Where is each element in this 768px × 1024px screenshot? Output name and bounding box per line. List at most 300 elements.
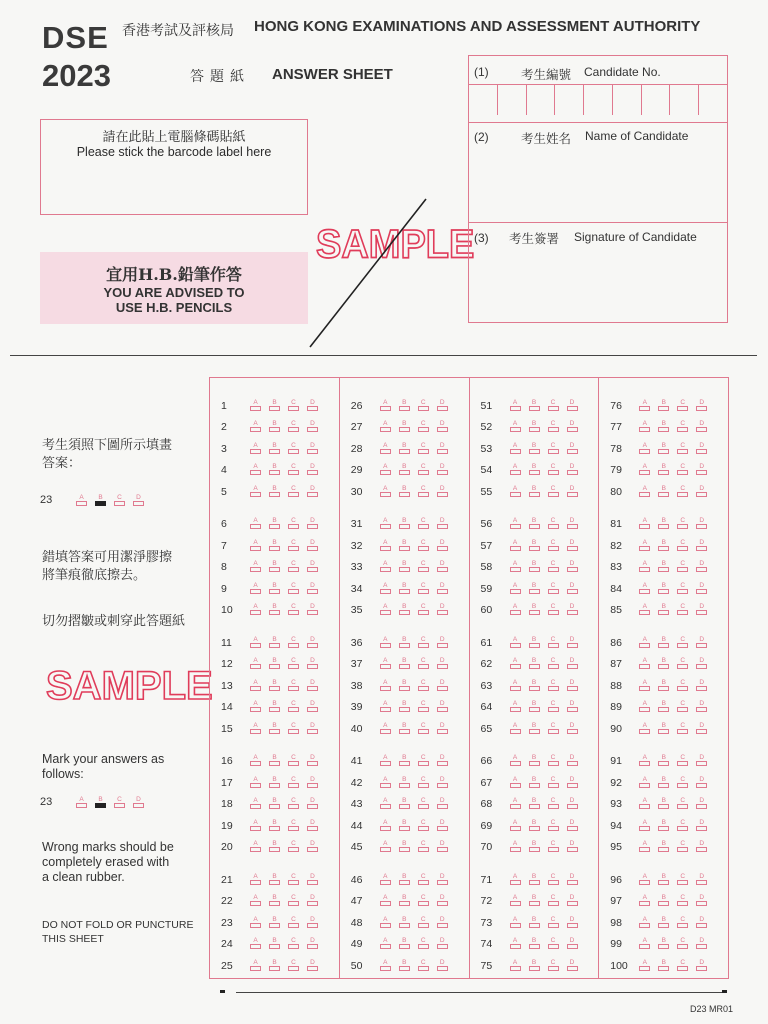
bubble-d[interactable]	[692, 916, 711, 929]
bubble-d[interactable]	[303, 916, 322, 929]
bubble-a[interactable]	[376, 420, 395, 433]
bubble-b[interactable]	[654, 636, 673, 649]
bubble-b[interactable]	[525, 582, 544, 595]
bubble-d[interactable]	[433, 722, 452, 735]
bubble-b[interactable]	[525, 959, 544, 972]
bubble-b[interactable]	[395, 657, 414, 670]
bubble-b[interactable]	[395, 840, 414, 853]
bubble-b[interactable]	[654, 679, 673, 692]
bubble-d[interactable]	[563, 894, 582, 907]
bubble-a[interactable]	[246, 959, 265, 972]
bubble-d[interactable]	[692, 636, 711, 649]
bubble-a[interactable]	[635, 959, 654, 972]
bubble-d[interactable]	[303, 873, 322, 886]
bubble-b[interactable]	[395, 539, 414, 552]
candidate-digit-cell[interactable]	[469, 85, 498, 115]
bubble-b[interactable]	[525, 463, 544, 476]
bubble-c[interactable]	[544, 539, 563, 552]
bubble-a[interactable]	[506, 873, 525, 886]
candidate-digit-cell[interactable]	[699, 85, 727, 115]
bubble-a[interactable]	[376, 442, 395, 455]
bubble-c[interactable]	[544, 916, 563, 929]
bubble-b[interactable]	[525, 819, 544, 832]
bubble-c[interactable]	[673, 894, 692, 907]
bubble-c[interactable]	[544, 679, 563, 692]
bubble-a[interactable]	[376, 840, 395, 853]
bubble-c[interactable]	[544, 560, 563, 573]
bubble-c[interactable]	[284, 840, 303, 853]
bubble-c[interactable]	[673, 700, 692, 713]
bubble-d[interactable]	[563, 959, 582, 972]
bubble-c[interactable]	[284, 916, 303, 929]
bubble-a[interactable]	[246, 603, 265, 616]
bubble-d[interactable]	[303, 776, 322, 789]
bubble-b[interactable]	[395, 485, 414, 498]
bubble-c[interactable]	[673, 485, 692, 498]
bubble-b[interactable]	[265, 582, 284, 595]
bubble-c[interactable]	[673, 873, 692, 886]
bubble-b[interactable]	[265, 603, 284, 616]
bubble-a[interactable]	[506, 539, 525, 552]
bubble-b[interactable]	[525, 539, 544, 552]
bubble-b[interactable]	[265, 797, 284, 810]
bubble-b[interactable]	[395, 582, 414, 595]
bubble-d[interactable]	[692, 797, 711, 810]
bubble-b[interactable]	[265, 463, 284, 476]
bubble-c[interactable]	[414, 485, 433, 498]
bubble-a[interactable]	[376, 485, 395, 498]
bubble-a[interactable]	[376, 700, 395, 713]
bubble-d[interactable]	[692, 754, 711, 767]
bubble-b[interactable]	[265, 937, 284, 950]
bubble-a[interactable]	[376, 399, 395, 412]
bubble-c[interactable]	[544, 776, 563, 789]
bubble-b[interactable]	[395, 679, 414, 692]
bubble-b[interactable]	[654, 517, 673, 530]
bubble-a[interactable]	[246, 442, 265, 455]
bubble-d[interactable]	[692, 819, 711, 832]
bubble-b[interactable]	[395, 700, 414, 713]
bubble-c[interactable]	[673, 582, 692, 595]
bubble-c[interactable]	[284, 463, 303, 476]
bubble-c[interactable]	[414, 776, 433, 789]
bubble-a[interactable]	[506, 840, 525, 853]
bubble-c[interactable]	[284, 399, 303, 412]
bubble-d[interactable]	[692, 420, 711, 433]
bubble-a[interactable]	[246, 776, 265, 789]
bubble-d[interactable]	[433, 636, 452, 649]
bubble-d[interactable]	[433, 873, 452, 886]
bubble-b[interactable]	[395, 959, 414, 972]
bubble-d[interactable]	[692, 894, 711, 907]
bubble-b[interactable]	[525, 442, 544, 455]
bubble-d[interactable]	[303, 463, 322, 476]
bubble-c[interactable]	[673, 603, 692, 616]
bubble-c[interactable]	[673, 399, 692, 412]
bubble-c[interactable]	[414, 539, 433, 552]
bubble-b[interactable]	[654, 819, 673, 832]
bubble-d[interactable]	[303, 797, 322, 810]
bubble-b[interactable]	[395, 517, 414, 530]
bubble-d[interactable]	[433, 420, 452, 433]
bubble-b[interactable]	[654, 840, 673, 853]
bubble-a[interactable]	[635, 937, 654, 950]
bubble-b[interactable]	[395, 873, 414, 886]
bubble-a[interactable]	[506, 657, 525, 670]
bubble-d[interactable]	[692, 517, 711, 530]
bubble-d[interactable]	[563, 560, 582, 573]
bubble-b[interactable]	[395, 937, 414, 950]
bubble-b[interactable]	[265, 679, 284, 692]
bubble-b[interactable]	[265, 636, 284, 649]
bubble-b[interactable]	[525, 916, 544, 929]
bubble-d[interactable]	[433, 894, 452, 907]
bubble-b[interactable]	[395, 797, 414, 810]
bubble-d[interactable]	[433, 840, 452, 853]
bubble-a[interactable]	[506, 776, 525, 789]
bubble-a[interactable]	[376, 517, 395, 530]
bubble-c[interactable]	[673, 840, 692, 853]
bubble-d[interactable]	[692, 873, 711, 886]
bubble-d[interactable]	[303, 937, 322, 950]
bubble-c[interactable]	[673, 959, 692, 972]
bubble-d[interactable]	[692, 442, 711, 455]
bubble-c[interactable]	[414, 722, 433, 735]
bubble-b[interactable]	[265, 959, 284, 972]
bubble-c[interactable]	[284, 754, 303, 767]
bubble-c[interactable]	[414, 819, 433, 832]
bubble-a[interactable]	[246, 916, 265, 929]
bubble-c[interactable]	[544, 657, 563, 670]
bubble-a[interactable]	[246, 560, 265, 573]
bubble-d[interactable]	[563, 517, 582, 530]
bubble-a[interactable]	[635, 776, 654, 789]
bubble-b[interactable]	[525, 873, 544, 886]
bubble-c[interactable]	[284, 517, 303, 530]
bubble-c[interactable]	[284, 636, 303, 649]
bubble-d[interactable]	[563, 463, 582, 476]
bubble-b[interactable]	[265, 560, 284, 573]
bubble-a[interactable]	[246, 700, 265, 713]
bubble-d[interactable]	[433, 959, 452, 972]
bubble-a[interactable]	[246, 722, 265, 735]
bubble-a[interactable]	[506, 722, 525, 735]
bubble-c[interactable]	[284, 700, 303, 713]
bubble-c[interactable]	[284, 560, 303, 573]
bubble-c[interactable]	[544, 959, 563, 972]
bubble-d[interactable]	[433, 754, 452, 767]
bubble-a[interactable]	[635, 819, 654, 832]
bubble-b[interactable]	[265, 657, 284, 670]
bubble-b[interactable]	[525, 840, 544, 853]
bubble-c[interactable]	[284, 819, 303, 832]
bubble-d[interactable]	[433, 463, 452, 476]
bubble-a[interactable]	[635, 722, 654, 735]
bubble-b[interactable]	[654, 657, 673, 670]
bubble-c[interactable]	[414, 442, 433, 455]
bubble-d[interactable]	[692, 657, 711, 670]
bubble-b[interactable]	[265, 754, 284, 767]
bubble-b[interactable]	[654, 485, 673, 498]
bubble-d[interactable]	[303, 722, 322, 735]
bubble-c[interactable]	[284, 582, 303, 595]
bubble-c[interactable]	[544, 463, 563, 476]
bubble-d[interactable]	[563, 399, 582, 412]
bubble-a[interactable]	[246, 840, 265, 853]
bubble-c[interactable]	[673, 797, 692, 810]
bubble-d[interactable]	[692, 399, 711, 412]
bubble-c[interactable]	[544, 894, 563, 907]
bubble-c[interactable]	[284, 657, 303, 670]
bubble-d[interactable]	[692, 959, 711, 972]
bubble-b[interactable]	[654, 463, 673, 476]
bubble-c[interactable]	[673, 442, 692, 455]
bubble-c[interactable]	[673, 517, 692, 530]
bubble-b[interactable]	[525, 937, 544, 950]
bubble-c[interactable]	[544, 840, 563, 853]
bubble-c[interactable]	[414, 679, 433, 692]
bubble-a[interactable]	[635, 657, 654, 670]
bubble-c[interactable]	[284, 679, 303, 692]
bubble-b[interactable]	[525, 420, 544, 433]
bubble-c[interactable]	[414, 463, 433, 476]
bubble-b[interactable]	[395, 776, 414, 789]
bubble-c[interactable]	[544, 420, 563, 433]
bubble-c[interactable]	[673, 722, 692, 735]
bubble-b[interactable]	[654, 916, 673, 929]
bubble-d[interactable]	[433, 700, 452, 713]
bubble-b[interactable]	[654, 399, 673, 412]
bubble-d[interactable]	[433, 679, 452, 692]
bubble-a[interactable]	[635, 420, 654, 433]
bubble-c[interactable]	[544, 700, 563, 713]
bubble-c[interactable]	[414, 657, 433, 670]
bubble-d[interactable]	[303, 560, 322, 573]
bubble-d[interactable]	[692, 679, 711, 692]
bubble-d[interactable]	[433, 797, 452, 810]
bubble-c[interactable]	[414, 916, 433, 929]
bubble-c[interactable]	[673, 420, 692, 433]
bubble-c[interactable]	[414, 603, 433, 616]
bubble-c[interactable]	[673, 657, 692, 670]
bubble-d[interactable]	[303, 399, 322, 412]
bubble-c[interactable]	[544, 636, 563, 649]
bubble-b[interactable]	[395, 754, 414, 767]
bubble-a[interactable]	[635, 916, 654, 929]
bubble-b[interactable]	[654, 603, 673, 616]
bubble-c[interactable]	[284, 420, 303, 433]
bubble-d[interactable]	[563, 776, 582, 789]
bubble-c[interactable]	[673, 539, 692, 552]
bubble-a[interactable]	[506, 937, 525, 950]
bubble-a[interactable]	[506, 959, 525, 972]
bubble-d[interactable]	[692, 560, 711, 573]
bubble-a[interactable]	[246, 873, 265, 886]
bubble-d[interactable]	[692, 485, 711, 498]
bubble-a[interactable]	[376, 582, 395, 595]
bubble-d[interactable]	[692, 937, 711, 950]
bubble-d[interactable]	[303, 442, 322, 455]
bubble-d[interactable]	[303, 657, 322, 670]
bubble-d[interactable]	[303, 636, 322, 649]
bubble-a[interactable]	[246, 797, 265, 810]
bubble-a[interactable]	[635, 873, 654, 886]
bubble-a[interactable]	[376, 894, 395, 907]
bubble-c[interactable]	[414, 517, 433, 530]
bubble-a[interactable]	[506, 636, 525, 649]
bubble-c[interactable]	[284, 442, 303, 455]
bubble-b[interactable]	[265, 700, 284, 713]
bubble-d[interactable]	[692, 722, 711, 735]
bubble-a[interactable]	[246, 582, 265, 595]
bubble-b[interactable]	[265, 485, 284, 498]
bubble-c[interactable]	[414, 959, 433, 972]
bubble-d[interactable]	[692, 603, 711, 616]
bubble-c[interactable]	[284, 873, 303, 886]
bubble-a[interactable]	[506, 819, 525, 832]
bubble-a[interactable]	[635, 442, 654, 455]
bubble-d[interactable]	[433, 603, 452, 616]
bubble-b[interactable]	[525, 485, 544, 498]
bubble-b[interactable]	[654, 442, 673, 455]
bubble-a[interactable]	[635, 485, 654, 498]
bubble-c[interactable]	[414, 840, 433, 853]
bubble-d[interactable]	[303, 517, 322, 530]
bubble-d[interactable]	[433, 582, 452, 595]
candidate-no-cells[interactable]	[469, 84, 727, 115]
bubble-d[interactable]	[692, 539, 711, 552]
bubble-c[interactable]	[284, 539, 303, 552]
bubble-b[interactable]	[265, 420, 284, 433]
bubble-b[interactable]	[654, 582, 673, 595]
bubble-b[interactable]	[265, 539, 284, 552]
bubble-a[interactable]	[635, 463, 654, 476]
bubble-b[interactable]	[525, 700, 544, 713]
bubble-a[interactable]	[246, 517, 265, 530]
bubble-c[interactable]	[414, 560, 433, 573]
bubble-c[interactable]	[284, 959, 303, 972]
bubble-a[interactable]	[376, 679, 395, 692]
bubble-b[interactable]	[654, 754, 673, 767]
bubble-a[interactable]	[376, 560, 395, 573]
bubble-d[interactable]	[692, 700, 711, 713]
bubble-b[interactable]	[395, 722, 414, 735]
bubble-c[interactable]	[673, 679, 692, 692]
bubble-c[interactable]	[544, 937, 563, 950]
bubble-b[interactable]	[265, 894, 284, 907]
bubble-c[interactable]	[544, 442, 563, 455]
bubble-d[interactable]	[303, 819, 322, 832]
bubble-a[interactable]	[376, 873, 395, 886]
bubble-d[interactable]	[563, 657, 582, 670]
bubble-d[interactable]	[303, 700, 322, 713]
bubble-a[interactable]	[506, 603, 525, 616]
bubble-c[interactable]	[673, 636, 692, 649]
bubble-c[interactable]	[414, 700, 433, 713]
bubble-a[interactable]	[246, 539, 265, 552]
bubble-d[interactable]	[563, 700, 582, 713]
bubble-c[interactable]	[414, 399, 433, 412]
bubble-b[interactable]	[525, 754, 544, 767]
bubble-d[interactable]	[433, 560, 452, 573]
bubble-a[interactable]	[246, 636, 265, 649]
bubble-d[interactable]	[563, 582, 582, 595]
bubble-b[interactable]	[265, 776, 284, 789]
bubble-d[interactable]	[563, 840, 582, 853]
bubble-c[interactable]	[673, 776, 692, 789]
candidate-digit-cell[interactable]	[613, 85, 642, 115]
bubble-d[interactable]	[303, 754, 322, 767]
bubble-a[interactable]	[376, 539, 395, 552]
bubble-d[interactable]	[692, 582, 711, 595]
bubble-b[interactable]	[265, 819, 284, 832]
bubble-d[interactable]	[563, 539, 582, 552]
bubble-d[interactable]	[563, 420, 582, 433]
bubble-d[interactable]	[692, 840, 711, 853]
bubble-a[interactable]	[376, 819, 395, 832]
candidate-digit-cell[interactable]	[555, 85, 584, 115]
bubble-b[interactable]	[395, 603, 414, 616]
bubble-b[interactable]	[395, 442, 414, 455]
bubble-b[interactable]	[265, 873, 284, 886]
bubble-b[interactable]	[265, 399, 284, 412]
bubble-d[interactable]	[303, 485, 322, 498]
bubble-b[interactable]	[525, 399, 544, 412]
bubble-a[interactable]	[635, 603, 654, 616]
bubble-c[interactable]	[414, 937, 433, 950]
bubble-b[interactable]	[654, 420, 673, 433]
bubble-d[interactable]	[433, 657, 452, 670]
bubble-b[interactable]	[395, 463, 414, 476]
bubble-c[interactable]	[414, 582, 433, 595]
bubble-b[interactable]	[654, 776, 673, 789]
bubble-a[interactable]	[246, 657, 265, 670]
bubble-a[interactable]	[506, 894, 525, 907]
bubble-a[interactable]	[635, 840, 654, 853]
bubble-d[interactable]	[433, 485, 452, 498]
bubble-a[interactable]	[635, 582, 654, 595]
bubble-a[interactable]	[376, 754, 395, 767]
bubble-d[interactable]	[303, 420, 322, 433]
bubble-b[interactable]	[265, 517, 284, 530]
bubble-a[interactable]	[635, 797, 654, 810]
bubble-a[interactable]	[246, 399, 265, 412]
bubble-a[interactable]	[376, 937, 395, 950]
bubble-b[interactable]	[395, 916, 414, 929]
bubble-d[interactable]	[563, 636, 582, 649]
bubble-a[interactable]	[506, 582, 525, 595]
bubble-b[interactable]	[395, 819, 414, 832]
bubble-a[interactable]	[635, 700, 654, 713]
bubble-c[interactable]	[284, 797, 303, 810]
bubble-a[interactable]	[506, 754, 525, 767]
bubble-a[interactable]	[376, 916, 395, 929]
bubble-c[interactable]	[414, 894, 433, 907]
bubble-a[interactable]	[246, 679, 265, 692]
bubble-b[interactable]	[395, 399, 414, 412]
bubble-a[interactable]	[506, 485, 525, 498]
bubble-b[interactable]	[654, 959, 673, 972]
bubble-b[interactable]	[525, 560, 544, 573]
bubble-d[interactable]	[433, 442, 452, 455]
bubble-b[interactable]	[265, 442, 284, 455]
bubble-b[interactable]	[395, 636, 414, 649]
candidate-digit-cell[interactable]	[670, 85, 699, 115]
bubble-b[interactable]	[265, 840, 284, 853]
bubble-d[interactable]	[563, 442, 582, 455]
bubble-c[interactable]	[544, 517, 563, 530]
bubble-d[interactable]	[563, 603, 582, 616]
